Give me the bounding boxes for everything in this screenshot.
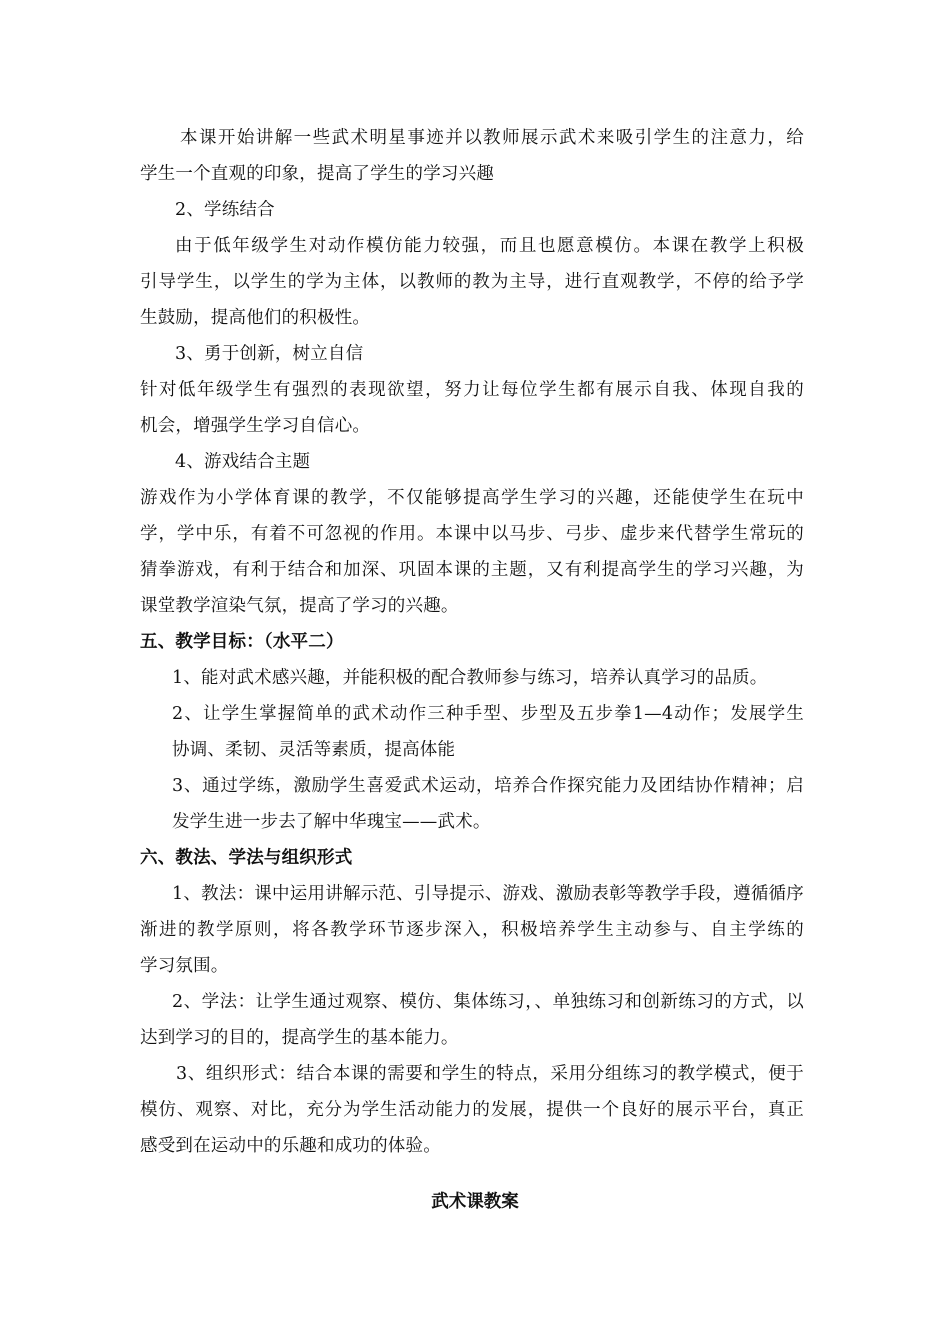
objective-item: 1、能对武术感兴趣，并能积极的配合教师参与练习，培养认真学习的品质。 [172, 668, 768, 688]
objective-item: 发学生进一步去了解中华瑰宝——武术。 [172, 812, 491, 832]
document-title: 武术课教案 [431, 1192, 519, 1212]
paragraph-line: 2、学法：让学生通过观察、模仿、集体练习，、单独练习和创新练习的方式，以 [172, 992, 804, 1012]
paragraph-line: 猜拳游戏，有利于结合和加深、巩固本课的主题，又有利提高学生的学习兴趣，为 [140, 560, 804, 580]
paragraph-line: 感受到在运动中的乐趣和成功的体验。 [140, 1136, 441, 1156]
paragraph-line: 学生一个直观的印象，提高了学生的学习兴趣 [140, 164, 494, 184]
section-heading-objectives: 五、教学目标：（水平二） [140, 632, 344, 652]
paragraph-line: 达到学习的目的，提高学生的基本能力。 [140, 1028, 459, 1048]
objective-item: 协调、柔韧、灵活等素质，提高体能 [172, 740, 456, 760]
paragraph-line: 引导学生，以学生的学为主体，以教师的教为主导，进行直观教学，不停的给予学 [140, 272, 804, 292]
item-heading: 3、勇于创新，树立自信 [175, 344, 364, 364]
paragraph-line: 课堂教学渲染气氛，提高了学习的兴趣。 [140, 596, 459, 616]
paragraph-line: 生鼓励，提高他们的积极性。 [140, 308, 371, 328]
paragraph-line: 模仿、观察、对比，充分为学生活动能力的发展，提供一个良好的展示平台，真正 [140, 1100, 804, 1120]
paragraph-line: 3、组织形式：结合本课的需要和学生的特点，采用分组练习的教学模式，便于 [176, 1064, 804, 1084]
paragraph-line: 针对低年级学生有强烈的表现欲望，努力让每位学生都有展示自我、体现自我的 [140, 380, 804, 400]
paragraph-line: 渐进的教学原则，将各教学环节逐步深入，积极培养学生主动参与、自主学练的 [140, 920, 804, 940]
paragraph-line: 本课开始讲解一些武术明星事迹并以教师展示武术来吸引学生的注意力，给 [180, 128, 804, 148]
paragraph-line: 1、教法：课中运用讲解示范、引导提示、游戏、激励表彰等教学手段，遵循循序 [172, 884, 804, 904]
section-heading-methods: 六、教法、学法与组织形式 [140, 848, 353, 868]
objective-item: 3、通过学练，激励学生喜爱武术运动，培养合作探究能力及团结协作精神；启 [172, 776, 804, 796]
paragraph-line: 由于低年级学生对动作模仿能力较强，而且也愿意模仿。本课在教学上积极 [175, 236, 804, 256]
item-heading: 2、学练结合 [175, 200, 275, 220]
paragraph-line: 学习氛围。 [140, 956, 229, 976]
objective-item: 2、让学生掌握简单的武术动作三种手型、步型及五步拳1—4动作；发展学生 [172, 704, 804, 724]
paragraph-line: 学，学中乐，有着不可忽视的作用。本课中以马步、弓步、虚步来代替学生常玩的 [140, 524, 804, 544]
paragraph-line: 游戏作为小学体育课的教学，不仅能够提高学生学习的兴趣，还能使学生在玩中 [140, 488, 804, 508]
item-heading: 4、游戏结合主题 [175, 452, 311, 472]
paragraph-line: 机会，增强学生学习自信心。 [140, 416, 371, 436]
